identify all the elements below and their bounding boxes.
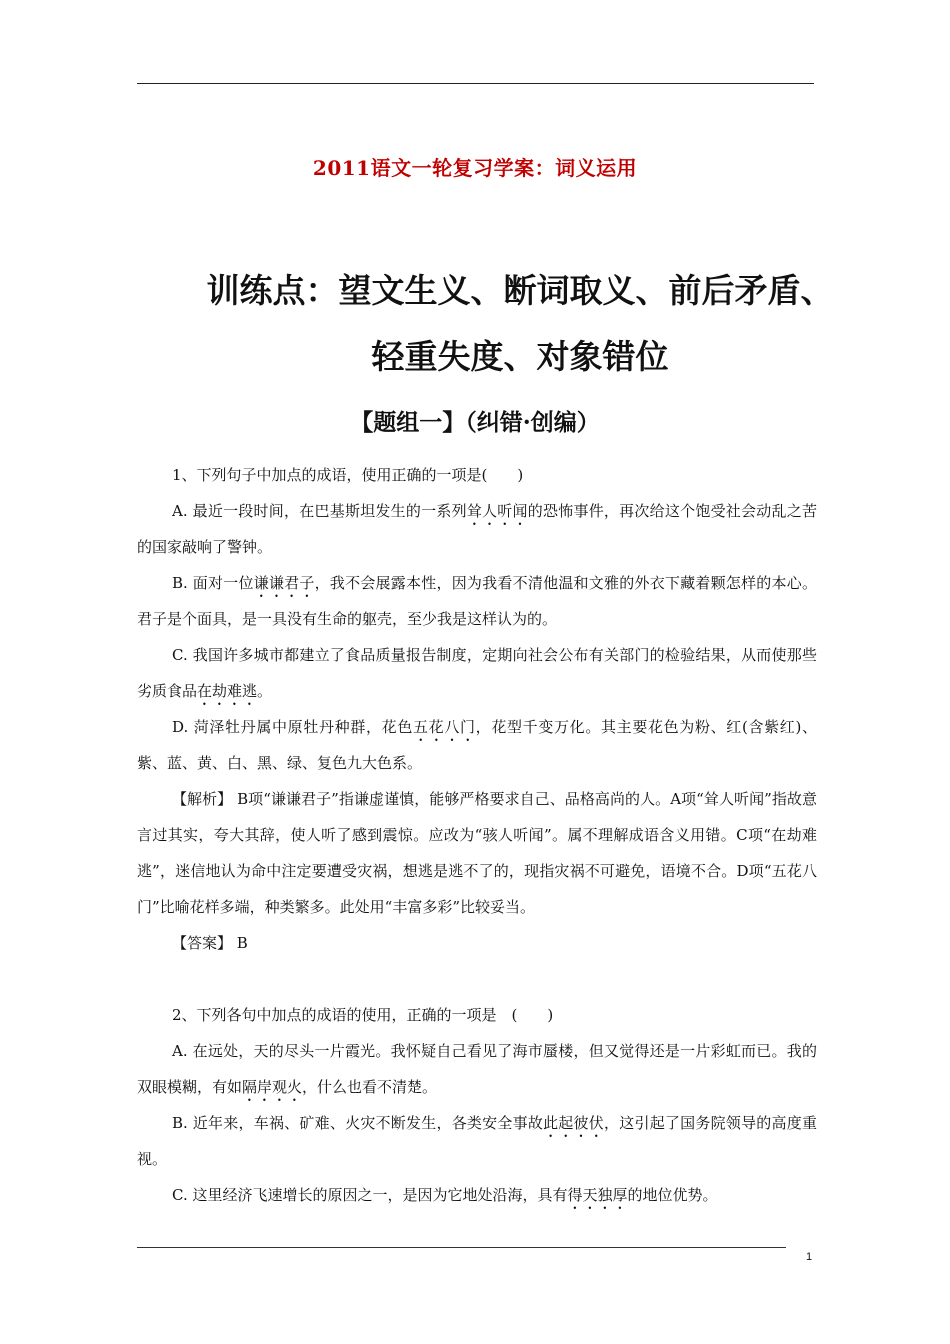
- training-heading-line-2: 轻重失度、对象错位: [371, 337, 669, 376]
- header-rule: [137, 83, 814, 84]
- option-text: C. 我国许多城市都建立了食品质量报告制度，定期向社会公布有关部门的检验结果，从而使那些劣质食品: [137, 646, 817, 700]
- option-text: C. 这里经济飞速增长的原因之一，是因为它地处沿海，具有: [172, 1186, 568, 1204]
- page-number: 1: [806, 1251, 813, 1263]
- question-2-option-c: [137, 1177, 817, 1213]
- option-text: 。: [257, 682, 273, 700]
- dotted-idiom: 此起彼伏: [543, 1114, 604, 1132]
- option-text: ，这引起了国务院领导的高度重视。: [137, 1114, 817, 1168]
- option-text: A. 在远处，天的尽头一片霞光。我怀疑自己看见了海市蜃楼，但又觉得还是一片彩虹而已。我的双眼模糊，有如: [137, 1042, 817, 1096]
- option-text: 的地位优势。: [627, 1186, 718, 1204]
- document-body: [137, 457, 817, 1213]
- spacer: [137, 961, 817, 997]
- dotted-idiom: 隔岸观火: [242, 1078, 303, 1096]
- option-text: 的恐怖事件，再次给这个饱受社会动乱之苦的国家敲响了警钟。: [137, 502, 817, 556]
- dotted-idiom: 谦谦君子: [253, 574, 315, 592]
- question-1-stem: 1、下列句子中加点的成语，使用正确的一项是( ): [172, 466, 524, 484]
- option-text: ，花型千变万化。其主要花色为粉、红(含紫红)、紫、蓝、黄、白、黑、绿、复色九大色系。: [137, 718, 817, 772]
- question-1-analysis: 【解析】 B项“谦谦君子”指谦虚谨慎，能够严格要求自己、品格高尚的人。A项“耸人听闻”指故意言过其实，夸大其辞，使人听了感到震惊。应改为“骇人听闻”。属不理解成语含义用错。C项“在劫难逃”，迷信地认为命中注定要遭受灾祸，想逃是逃不了的，现指灾祸不可避免，语境不合。D项“五花八门”比喻花样多端，种类繁多。此处用“丰富多彩”比较妥当。: [137, 790, 817, 916]
- question-2-option-a: [137, 1033, 817, 1105]
- option-text: B. 近年来，车祸、矿难、火灾不断发生，各类安全事故: [172, 1114, 544, 1132]
- option-text: B. 面对一位: [172, 574, 254, 592]
- question-1-answer: 【答案】 B: [172, 934, 248, 952]
- option-text: ，我不会展露本性，因为我看不清他温和文雅的外衣下藏着颗怎样的本心。君子是个面具，是一具没有生命的躯壳，至少我是这样认为的。: [137, 574, 817, 628]
- option-text: ，什么也看不清楚。: [302, 1078, 438, 1096]
- dotted-idiom: 得天独厚: [567, 1186, 628, 1204]
- document-title: 2011语文一轮复习学案：词义运用: [312, 156, 638, 180]
- question-1-option-c: [137, 637, 817, 709]
- question-1-option-b: [137, 565, 817, 637]
- group-heading: 【题组一】（纠错·创编）: [350, 409, 600, 436]
- dotted-idiom: 在劫难逃: [197, 682, 258, 700]
- question-2-stem: 2、下列各句中加点的成语的使用，正确的一项是 ( ): [172, 1006, 554, 1024]
- footer-rule: [137, 1247, 786, 1248]
- option-text: D. 菏泽牡丹属中原牡丹种群，花色: [172, 718, 413, 736]
- question-1-option-d: [137, 709, 817, 781]
- dotted-idiom: 五花八门: [413, 718, 476, 736]
- question-2-option-b: [137, 1105, 817, 1177]
- training-heading: [170, 258, 870, 390]
- option-text: A. 最近一段时间，在巴基斯坦发生的一系列: [172, 502, 467, 520]
- dotted-idiom: 耸人听闻: [466, 502, 528, 520]
- question-1-option-a: [137, 493, 817, 565]
- training-heading-line-1: 训练点：望文生义、断词取义、前后矛盾、: [206, 271, 834, 310]
